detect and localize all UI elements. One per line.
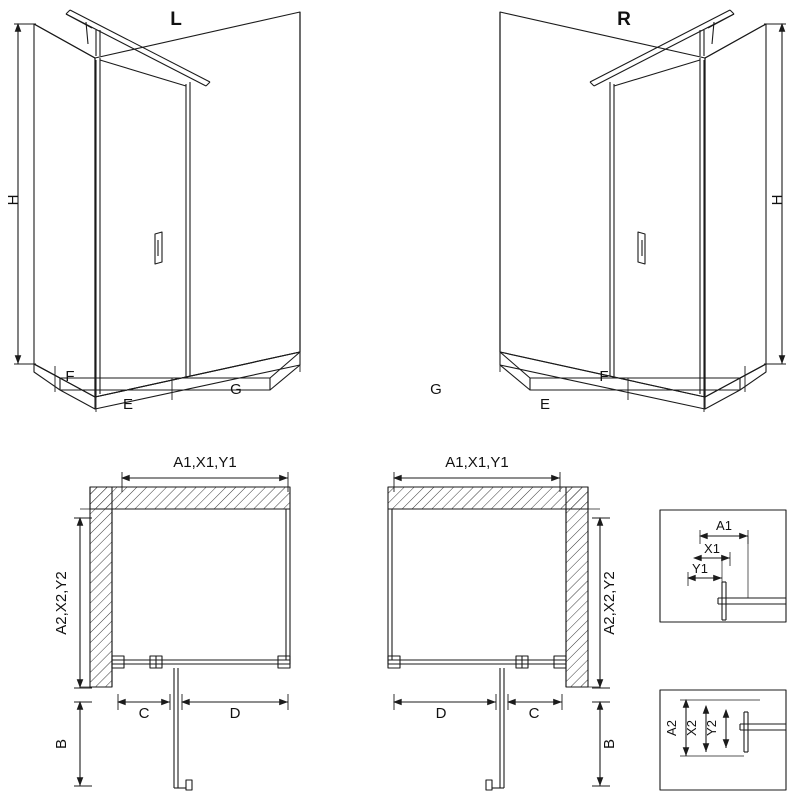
detail-top-label-x1: X1 <box>704 541 720 556</box>
detail-bottom-label-x2: X2 <box>684 720 699 736</box>
label-handing-left: L <box>170 9 182 30</box>
iso-view-right <box>500 10 786 412</box>
labels-layer <box>5 9 786 749</box>
plan-left-dim-b: B <box>53 738 70 750</box>
iso-view-left <box>14 10 300 412</box>
plan-left-top-dim: A1,X1,Y1 <box>173 454 237 471</box>
detail-bottom-label-y2: Y2 <box>704 720 719 736</box>
plan-right-dim-b: B <box>601 738 618 750</box>
label-base-f-left: F <box>65 368 75 385</box>
label-base-e-right: E <box>539 396 551 413</box>
detail-top-label-y1: Y1 <box>692 561 708 576</box>
plan-right-side-dim: A2,X2,Y2 <box>601 571 618 635</box>
plan-view-right <box>388 472 610 790</box>
plan-left-dim-d: D <box>229 705 241 722</box>
label-handing-right: R <box>617 9 631 30</box>
label-base-g-right: G <box>430 381 442 398</box>
detail-view-bottom <box>660 690 786 790</box>
label-height-left: H <box>5 194 22 206</box>
label-base-f-right: F <box>599 368 609 385</box>
label-base-e-left: E <box>122 396 134 413</box>
detail-bottom-label-a2: A2 <box>664 720 679 736</box>
label-height-right: H <box>769 194 786 206</box>
plan-right-dim-d: D <box>435 705 447 722</box>
plan-left-side-dim: A2,X2,Y2 <box>53 571 70 635</box>
plan-view-left <box>74 472 290 790</box>
plan-left-dim-c: C <box>138 705 150 722</box>
plan-right-dim-c: C <box>528 705 540 722</box>
label-base-g-left: G <box>230 381 242 398</box>
detail-top-label-a1: A1 <box>716 518 732 533</box>
plan-right-top-dim: A1,X1,Y1 <box>445 454 509 471</box>
